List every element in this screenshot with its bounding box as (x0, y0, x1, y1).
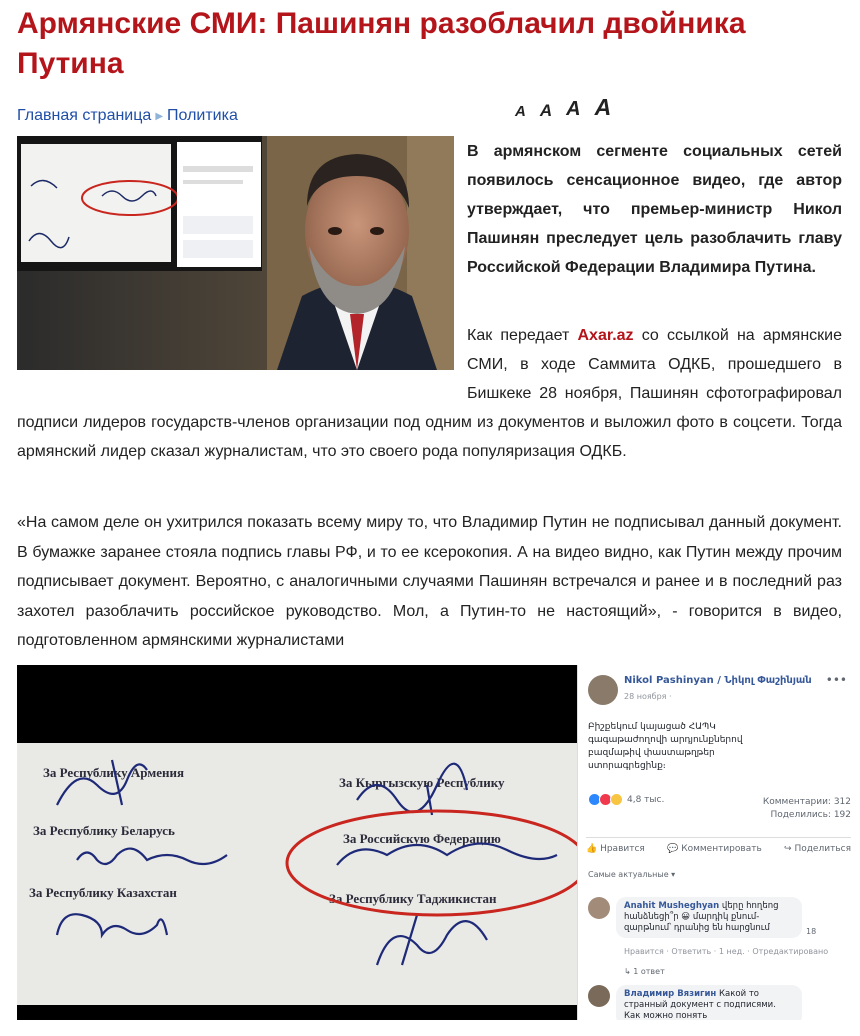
share-button[interactable]: ↪ Поделиться (784, 844, 851, 854)
comment-likes: 18 (806, 927, 817, 936)
source-link[interactable]: Axar.az (577, 327, 634, 344)
signature-label-belarus: За Республику Беларусь (33, 823, 175, 838)
commenter-avatar[interactable] (588, 897, 610, 919)
thumbs-up-icon: 👍 (586, 844, 601, 854)
post-stats (763, 796, 851, 822)
comment-meta[interactable]: Нравится · Ответить · 1 нед. · Отредактировано (624, 947, 829, 956)
breadcrumb-section-link[interactable]: Политика (167, 107, 238, 124)
font-size-controls (515, 96, 625, 119)
post-action-bar (586, 837, 851, 854)
comment-bubble (616, 897, 802, 938)
comments-count[interactable]: Комментарии: 312 (762, 797, 851, 807)
article-paragraph-2 (17, 321, 842, 466)
article-paragraph-3: «На самом деле он ухитрился показать всему миру то, что Владимир Путин не подписывал данный документ. В бумажке заранее стояла подпись главы РФ, и то ее ксерокопия. А на видео видно, как Путин между прочим подписывает документ. Вероятно, с аналогичными случаями Пашинян встречался и ранее и в последний раз захотел разоблачить российское руководство. Мол, а Путин-то не настоящий», - говорится в видео, подготовленном армянскими журналистами (17, 514, 842, 649)
comment-text: Какой то странный документ с подписями. Как можно понять (624, 989, 776, 1020)
commenter-name[interactable]: Anahit Musheghyan (624, 901, 720, 911)
more-options-icon[interactable]: ••• (825, 673, 847, 687)
reactions-count: 4,8 тыс. (627, 794, 665, 805)
paragraph-2-text-start: Как передает (467, 327, 578, 344)
comment-button[interactable]: 💬 Комментировать (667, 844, 762, 854)
commenter-name[interactable]: Владимир Вязигин (624, 989, 717, 999)
haha-reaction-icon (610, 793, 623, 806)
comments-sort-dropdown[interactable]: Самые актуальные ▾ (588, 870, 676, 879)
article-title: Армянские СМИ: Пашинян разоблачил двойника Путина (17, 7, 746, 80)
signature-label-kazakhstan: За Республику Казахстан (29, 885, 177, 900)
facebook-post-panel (577, 665, 860, 1020)
signature-label-tajikistan: За Республику Таджикистан (329, 891, 497, 906)
font-size-medium-button[interactable]: A (539, 101, 553, 120)
comment-text: վերը հողեոց հանձնեցի՞ր 😀 մարդիկ քնում- զարթնում՝ դրանից են հարցնում (624, 901, 779, 933)
signature-label-kyrgyzstan: За Кыргызскую Республику (339, 775, 505, 790)
commenter-avatar[interactable] (588, 985, 610, 1007)
comment-icon: 💬 (667, 844, 682, 854)
shares-count[interactable]: Поделились: 192 (770, 810, 851, 820)
font-size-large-button[interactable]: A (566, 98, 581, 120)
post-author-name[interactable]: Nikol Pashinyan / Նիկոլ Փաշինյան (624, 675, 812, 686)
comment-bubble (616, 985, 802, 1020)
reactions-summary[interactable] (588, 793, 664, 806)
signed-document-image (17, 665, 577, 1020)
share-icon: ↪ (784, 844, 795, 854)
paragraph-2-text-end: со ссылкой на армянские СМИ, в ходе Саммита ОДКБ, прошедшего в Бишкеке 28 ноября, Пашинян сфотографировал подписи лидеров государств-членов организации под одним из документов и выложил фото в соцсети. Тогда армянский лидер сказал журналистам, что это своего рода популяризация ОДКБ. (17, 327, 843, 460)
post-text: Բիշքեկում կայացած ՀԱՊԿ գագաթաժողովի արդյունքներով բազմաթիվ փաստաթղթեր ստորագրեցինք։ (588, 722, 743, 771)
breadcrumb-separator-icon: ▶ (155, 111, 164, 122)
signature-label-armenia: За Республику Армения (43, 765, 184, 780)
author-avatar[interactable] (588, 675, 618, 705)
breadcrumb-home-link[interactable]: Главная страница (17, 107, 152, 124)
article-lead: В армянском сегменте социальных сетей появилось сенсационное видео, где автор утверждает, что премьер-министр Никол Пашинян преследует цель разоблачить главу Российской Федерации Владимира Путина. (467, 143, 842, 276)
font-size-xlarge-button[interactable]: A (594, 94, 612, 120)
breadcrumb (17, 106, 238, 128)
like-button[interactable]: 👍 Нравится (586, 844, 645, 854)
view-replies-link[interactable]: ↳ 1 ответ (624, 967, 665, 976)
signature-label-russia: За Российскую Федерацию (343, 831, 501, 846)
font-size-small-button[interactable]: A (515, 103, 526, 120)
signatures-screenshot-image (17, 665, 860, 1020)
post-date: 28 ноября · (624, 692, 672, 701)
